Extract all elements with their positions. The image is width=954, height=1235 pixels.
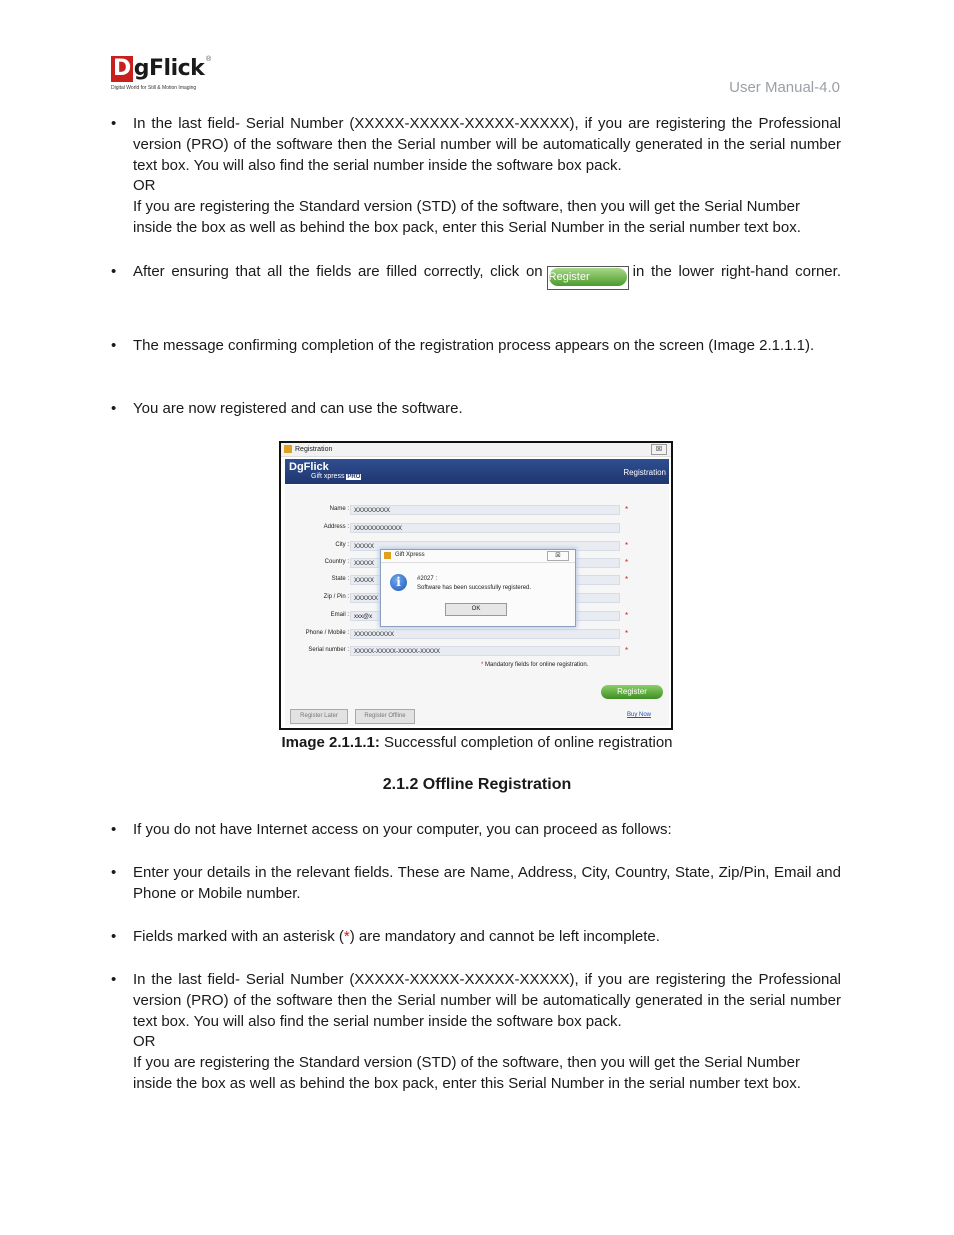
bullet-dot: • xyxy=(111,971,117,988)
mandatory-note: * Mandatory fields for online registration. xyxy=(481,662,589,668)
enter-details-text: Enter your details in the relevant fields. These are Name, Address, City, Country, State, Zip/Pin, Email and Phone or Mobile number. xyxy=(133,864,841,902)
dialog-titlebar xyxy=(381,550,575,563)
bullet-dot: • xyxy=(111,928,117,945)
dialog-title: Gift Xpress xyxy=(395,552,425,558)
field-label: Zip / Pin : xyxy=(323,594,349,600)
serial-pro-paragraph: In the last field- Serial Number (XXXXX-XXXXX-XXXXX-XXXXX), if you are registering the Professional version (PRO) of the software then the Serial number will be automatically generated in the serial number text box. You will also find the serial number inside the software box pack. xyxy=(133,971,841,1030)
registration-screenshot xyxy=(279,441,673,730)
required-asterisk: * xyxy=(625,629,629,638)
success-dialog xyxy=(380,549,576,627)
required-asterisk: * xyxy=(625,505,629,514)
or-label: OR xyxy=(133,177,156,195)
field-label: Phone / Mobile : xyxy=(305,630,349,636)
field-label: Email : xyxy=(330,612,349,618)
no-internet-text: If you do not have Internet access on your computer, you can proceed as follows: xyxy=(133,821,672,838)
required-asterisk: * xyxy=(625,558,629,567)
field-label: Country : xyxy=(324,559,349,565)
required-asterisk: * xyxy=(625,575,629,584)
or-label: OR xyxy=(133,1033,156,1051)
form-row-phone xyxy=(285,629,669,640)
brand-logo: DgFlick xyxy=(289,461,329,473)
buy-now-link[interactable]: Buy Now xyxy=(627,712,652,718)
serial-std-paragraph: If you are registering the Standard version (STD) of the software, then you will get the Serial Number inside the box as well as behind the box pack, enter this Serial Number in the serial number text box. xyxy=(133,198,801,236)
product-name: Gift xpress PRO xyxy=(311,473,361,480)
register-button-image xyxy=(547,266,629,290)
window-title: Registration xyxy=(295,446,333,453)
serial-std-paragraph: If you are registering the Standard version (STD) of the software, then you will get the Serial Number inside the box as well as behind the box pack, enter this Serial Number in the serial number text box. xyxy=(133,1054,801,1092)
brand-header xyxy=(285,459,669,484)
serial-pro-paragraph: In the last field- Serial Number (XXXXX-XXXXX-XXXXX-XXXXX), if you are registering the Professional version (PRO) of the software then the Serial number will be automatically generated in the serial number text box. You will also find the serial number inside the software box pack. xyxy=(133,115,841,174)
serial-number-field[interactable]: XXXXX-XXXXX-XXXXX-XXXXX xyxy=(350,646,620,656)
zip-field[interactable]: XXXXXX xyxy=(350,593,620,603)
ok-button[interactable]: OK xyxy=(445,603,507,616)
name-field[interactable]: XXXXXXXXX xyxy=(350,505,620,515)
close-icon[interactable]: ☒ xyxy=(547,551,569,561)
field-label: State : xyxy=(331,576,349,582)
field-label: City : xyxy=(335,542,349,548)
header-registration-label: Registration xyxy=(623,468,666,477)
confirmation-text: The message confirming completion of the registration process appears on the screen (Image 2.1.1.1). xyxy=(133,337,815,354)
image-caption xyxy=(0,734,954,751)
field-label: Name : xyxy=(329,506,349,512)
bullet-dot: • xyxy=(111,263,117,280)
click-register-after: in the lower right-hand corner. xyxy=(632,263,841,280)
form-row-name xyxy=(285,505,669,516)
asterisk-symbol: * xyxy=(343,928,350,945)
manual-version-label: User Manual-4.0 xyxy=(729,79,840,96)
close-icon[interactable]: ☒ xyxy=(651,444,667,455)
city-field[interactable]: XXXXX xyxy=(350,541,620,551)
bullet-dot: • xyxy=(111,337,117,354)
phone-field[interactable]: XXXXXXXXXX xyxy=(350,629,620,639)
logo-tagline: Digital World for Still & Motion Imaging xyxy=(111,85,197,91)
info-icon: i xyxy=(390,574,407,591)
register-button[interactable]: Register xyxy=(601,685,663,699)
dialog-message: Software has been successfully registered. xyxy=(417,585,532,591)
field-label: Address : xyxy=(323,524,349,530)
required-asterisk: * xyxy=(625,646,629,655)
bullet-dot: • xyxy=(111,821,117,838)
required-asterisk: * xyxy=(625,541,629,550)
bullet-dot: • xyxy=(111,864,117,881)
logo-wordmark: D gFlick xyxy=(113,56,205,81)
app-icon xyxy=(284,445,292,453)
form-row-serial xyxy=(285,646,669,657)
window-titlebar xyxy=(281,443,671,457)
dgflick-logo xyxy=(111,56,221,94)
field-label: Serial number : xyxy=(308,647,349,653)
caption-label: Image 2.1.1.1: xyxy=(281,734,380,751)
caption-text: Successful completion of online registration xyxy=(379,734,673,751)
email-field[interactable]: xxx@x xyxy=(350,611,620,621)
dialog-code: #2027 : xyxy=(417,576,438,582)
pro-badge: PRO xyxy=(347,474,361,480)
country-select[interactable]: XXXXX xyxy=(350,558,620,568)
section-heading: 2.1.2 Offline Registration xyxy=(382,776,572,793)
state-select[interactable]: XXXXX xyxy=(350,575,620,585)
registered-mark: ® xyxy=(206,56,212,63)
required-asterisk: * xyxy=(625,611,629,620)
register-later-button[interactable]: Register Later xyxy=(290,709,348,724)
now-registered-text: You are now registered and can use the software. xyxy=(133,400,463,417)
bullet-dot: • xyxy=(111,400,117,417)
register-button-image-label: Register xyxy=(549,268,627,286)
app-icon xyxy=(384,552,391,559)
bullet-dot: • xyxy=(111,115,117,132)
register-offline-button[interactable]: Register Offline xyxy=(355,709,415,724)
form-row-address xyxy=(285,523,669,534)
asterisk-note: Fields marked with an asterisk (*) are mandatory and cannot be left incomplete. xyxy=(133,928,660,945)
address-field[interactable]: XXXXXXXXXXXX xyxy=(350,523,620,533)
click-register-before: After ensuring that all the fields are filled correctly, click on xyxy=(133,263,543,280)
